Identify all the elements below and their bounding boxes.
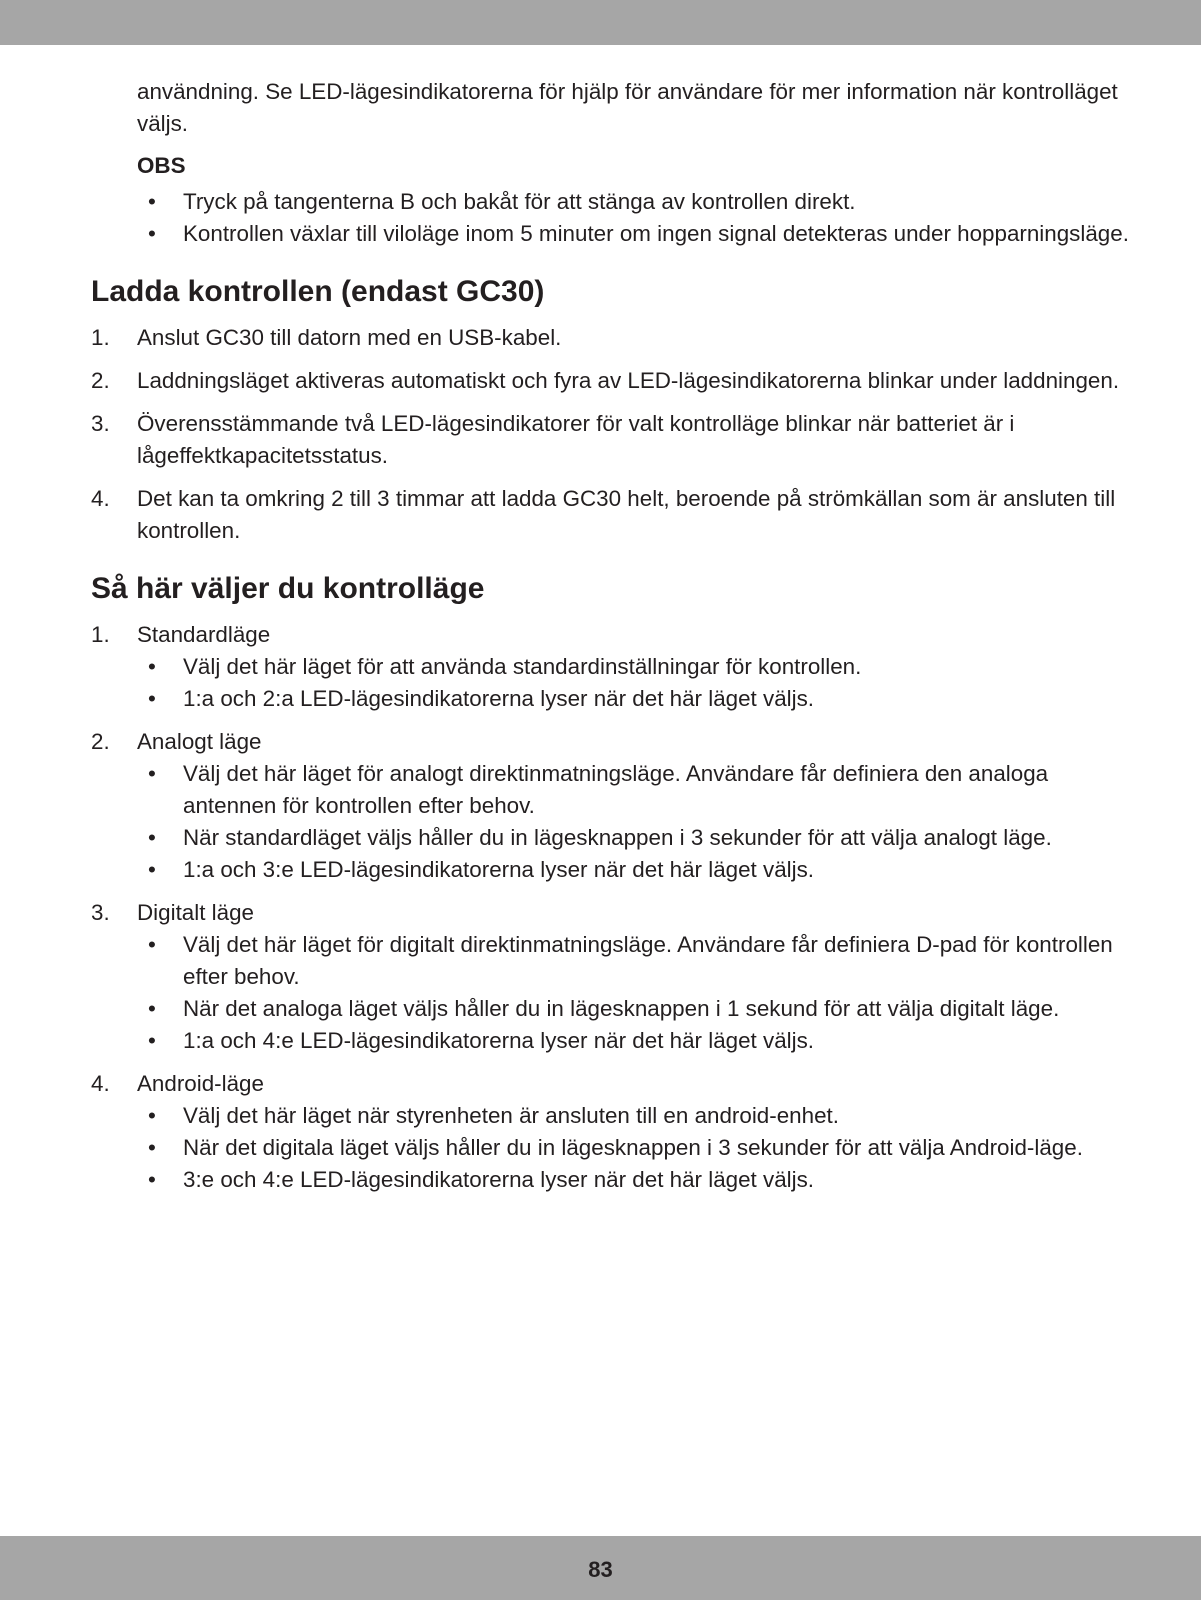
mode-list — [0, 619, 1201, 1196]
list-item: • Välj det här läget för analogt direktinmatningsläge. Användare får definiera den analoga antennen för kontrollen efter behov. — [137, 758, 1201, 822]
list-item: 1. Anslut GC30 till datorn med en USB-kabel. — [91, 325, 562, 350]
list-item: • När det digitala läget väljs håller du in lägesknappen i 3 sekunder för att välja Android-läge. — [137, 1132, 1201, 1164]
section-heading-modes: Så här väljer du kontrolläge — [91, 572, 485, 605]
list-item: • 3:e och 4:e LED-lägesindikatorerna lyser när det här läget väljs. — [137, 1164, 1201, 1196]
obs-label: OBS — [137, 153, 186, 178]
footer-band — [0, 1536, 1201, 1600]
bullet-icon: • — [148, 825, 156, 850]
charge-steps — [0, 322, 1201, 547]
bullet-icon: • — [148, 932, 156, 957]
list-item: • 1:a och 3:e LED-lägesindikatorerna lyser när det här läget väljs. — [137, 854, 1201, 886]
list-item: 2. Analogt läge • Välj det här läget för analogt direktinmatningsläge. Användare får definiera den analoga antennen för kontrollen efter behov. • När standardläget väljs håller du in lägesknappen i 3 sekunder för att välja analogt läge. • 1:a och 3:e LED-lägesindikatorerna lyser när det här läget väljs. — [0, 726, 1201, 886]
page-number: 83 — [588, 1557, 613, 1582]
list-item: • När det analoga läget väljs håller du in lägesknappen i 1 sekund för att välja digitalt läge. — [137, 993, 1201, 1025]
list-item: • Välj det här läget när styrenheten är ansluten till en android-enhet. — [137, 1100, 1201, 1132]
bullet-icon: • — [148, 857, 156, 882]
bullet-icon: • — [148, 1135, 156, 1160]
list-item: 2. Laddningsläget aktiveras automatiskt och fyra av LED-lägesindikatorerna blinkar under laddningen. — [91, 368, 1120, 393]
mode-title: Standardläge — [137, 622, 271, 647]
list-item: • När standardläget väljs håller du in lägesknappen i 3 sekunder för att välja analogt läge. — [137, 822, 1201, 854]
list-item: • Tryck på tangenterna B och bakåt för att stänga av kontrollen direkt. — [0, 186, 1201, 218]
list-item: • Välj det här läget för digitalt direktinmatningsläge. Användare får definiera D-pad för kontrollen efter behov. — [137, 929, 1201, 993]
bullet-icon: • — [148, 686, 156, 711]
list-item: 3. Digitalt läge • Välj det här läget för digitalt direktinmatningsläge. Användare får definiera D-pad för kontrollen efter behov. • När det analoga läget väljs håller du in lägesknappen i 1 sekund för att välja digitalt läge. • 1:a och 4:e LED-lägesindikatorerna lyser när det här läget väljs. — [0, 897, 1201, 1057]
list-item: 3. Överensstämmande två LED-lägesindikatorer för valt kontrolläge blinkar när batteriet är i lågeffektkapacitetsstatus. — [91, 411, 1015, 468]
list-item: 4. Android-läge • Välj det här läget när styrenheten är ansluten till en android-enhet. • När det digitala läget väljs håller du in lägesknappen i 3 sekunder för att välja Android-läge. • 3:e och 4:e LED-lägesindikatorerna lyser när det här läget väljs. — [0, 1068, 1201, 1196]
list-item: 1. Standardläge • Välj det här läget för att använda standardinställningar för kontrollen. • 1:a och 2:a LED-lägesindikatorerna lyser när det här läget väljs. — [0, 619, 1201, 715]
list-item: • 1:a och 2:a LED-lägesindikatorerna lyser när det här läget väljs. — [137, 683, 1201, 715]
list-item: • Kontrollen växlar till viloläge inom 5 minuter om ingen signal detekteras under hopparningsläge. — [0, 218, 1201, 250]
bullet-icon: • — [148, 1167, 156, 1192]
section-heading-charge: Ladda kontrollen (endast GC30) — [91, 275, 545, 308]
mode-title: Android-läge — [137, 1071, 264, 1096]
bullet-icon: • — [148, 1028, 156, 1053]
bullet-icon: • — [148, 654, 156, 679]
bullet-icon: • — [148, 189, 156, 214]
bullet-icon: • — [148, 221, 156, 246]
obs-list — [0, 186, 1201, 250]
intro-paragraph: användning. Se LED-lägesindikatorerna för hjälp för användare för mer information när kontrolläget väljs. — [137, 79, 1118, 136]
list-item: • Välj det här läget för att använda standardinställningar för kontrollen. — [137, 651, 1201, 683]
list-item: • 1:a och 4:e LED-lägesindikatorerna lyser när det här läget väljs. — [137, 1025, 1201, 1057]
bullet-icon: • — [148, 996, 156, 1021]
bullet-icon: • — [148, 761, 156, 786]
mode-title: Digitalt läge — [137, 900, 254, 925]
header-band — [0, 0, 1201, 45]
list-item: 4. Det kan ta omkring 2 till 3 timmar att ladda GC30 helt, beroende på strömkällan som är ansluten till kontrollen. — [91, 486, 1116, 543]
bullet-icon: • — [148, 1103, 156, 1128]
page-content — [0, 76, 1201, 1207]
mode-title: Analogt läge — [137, 729, 262, 754]
